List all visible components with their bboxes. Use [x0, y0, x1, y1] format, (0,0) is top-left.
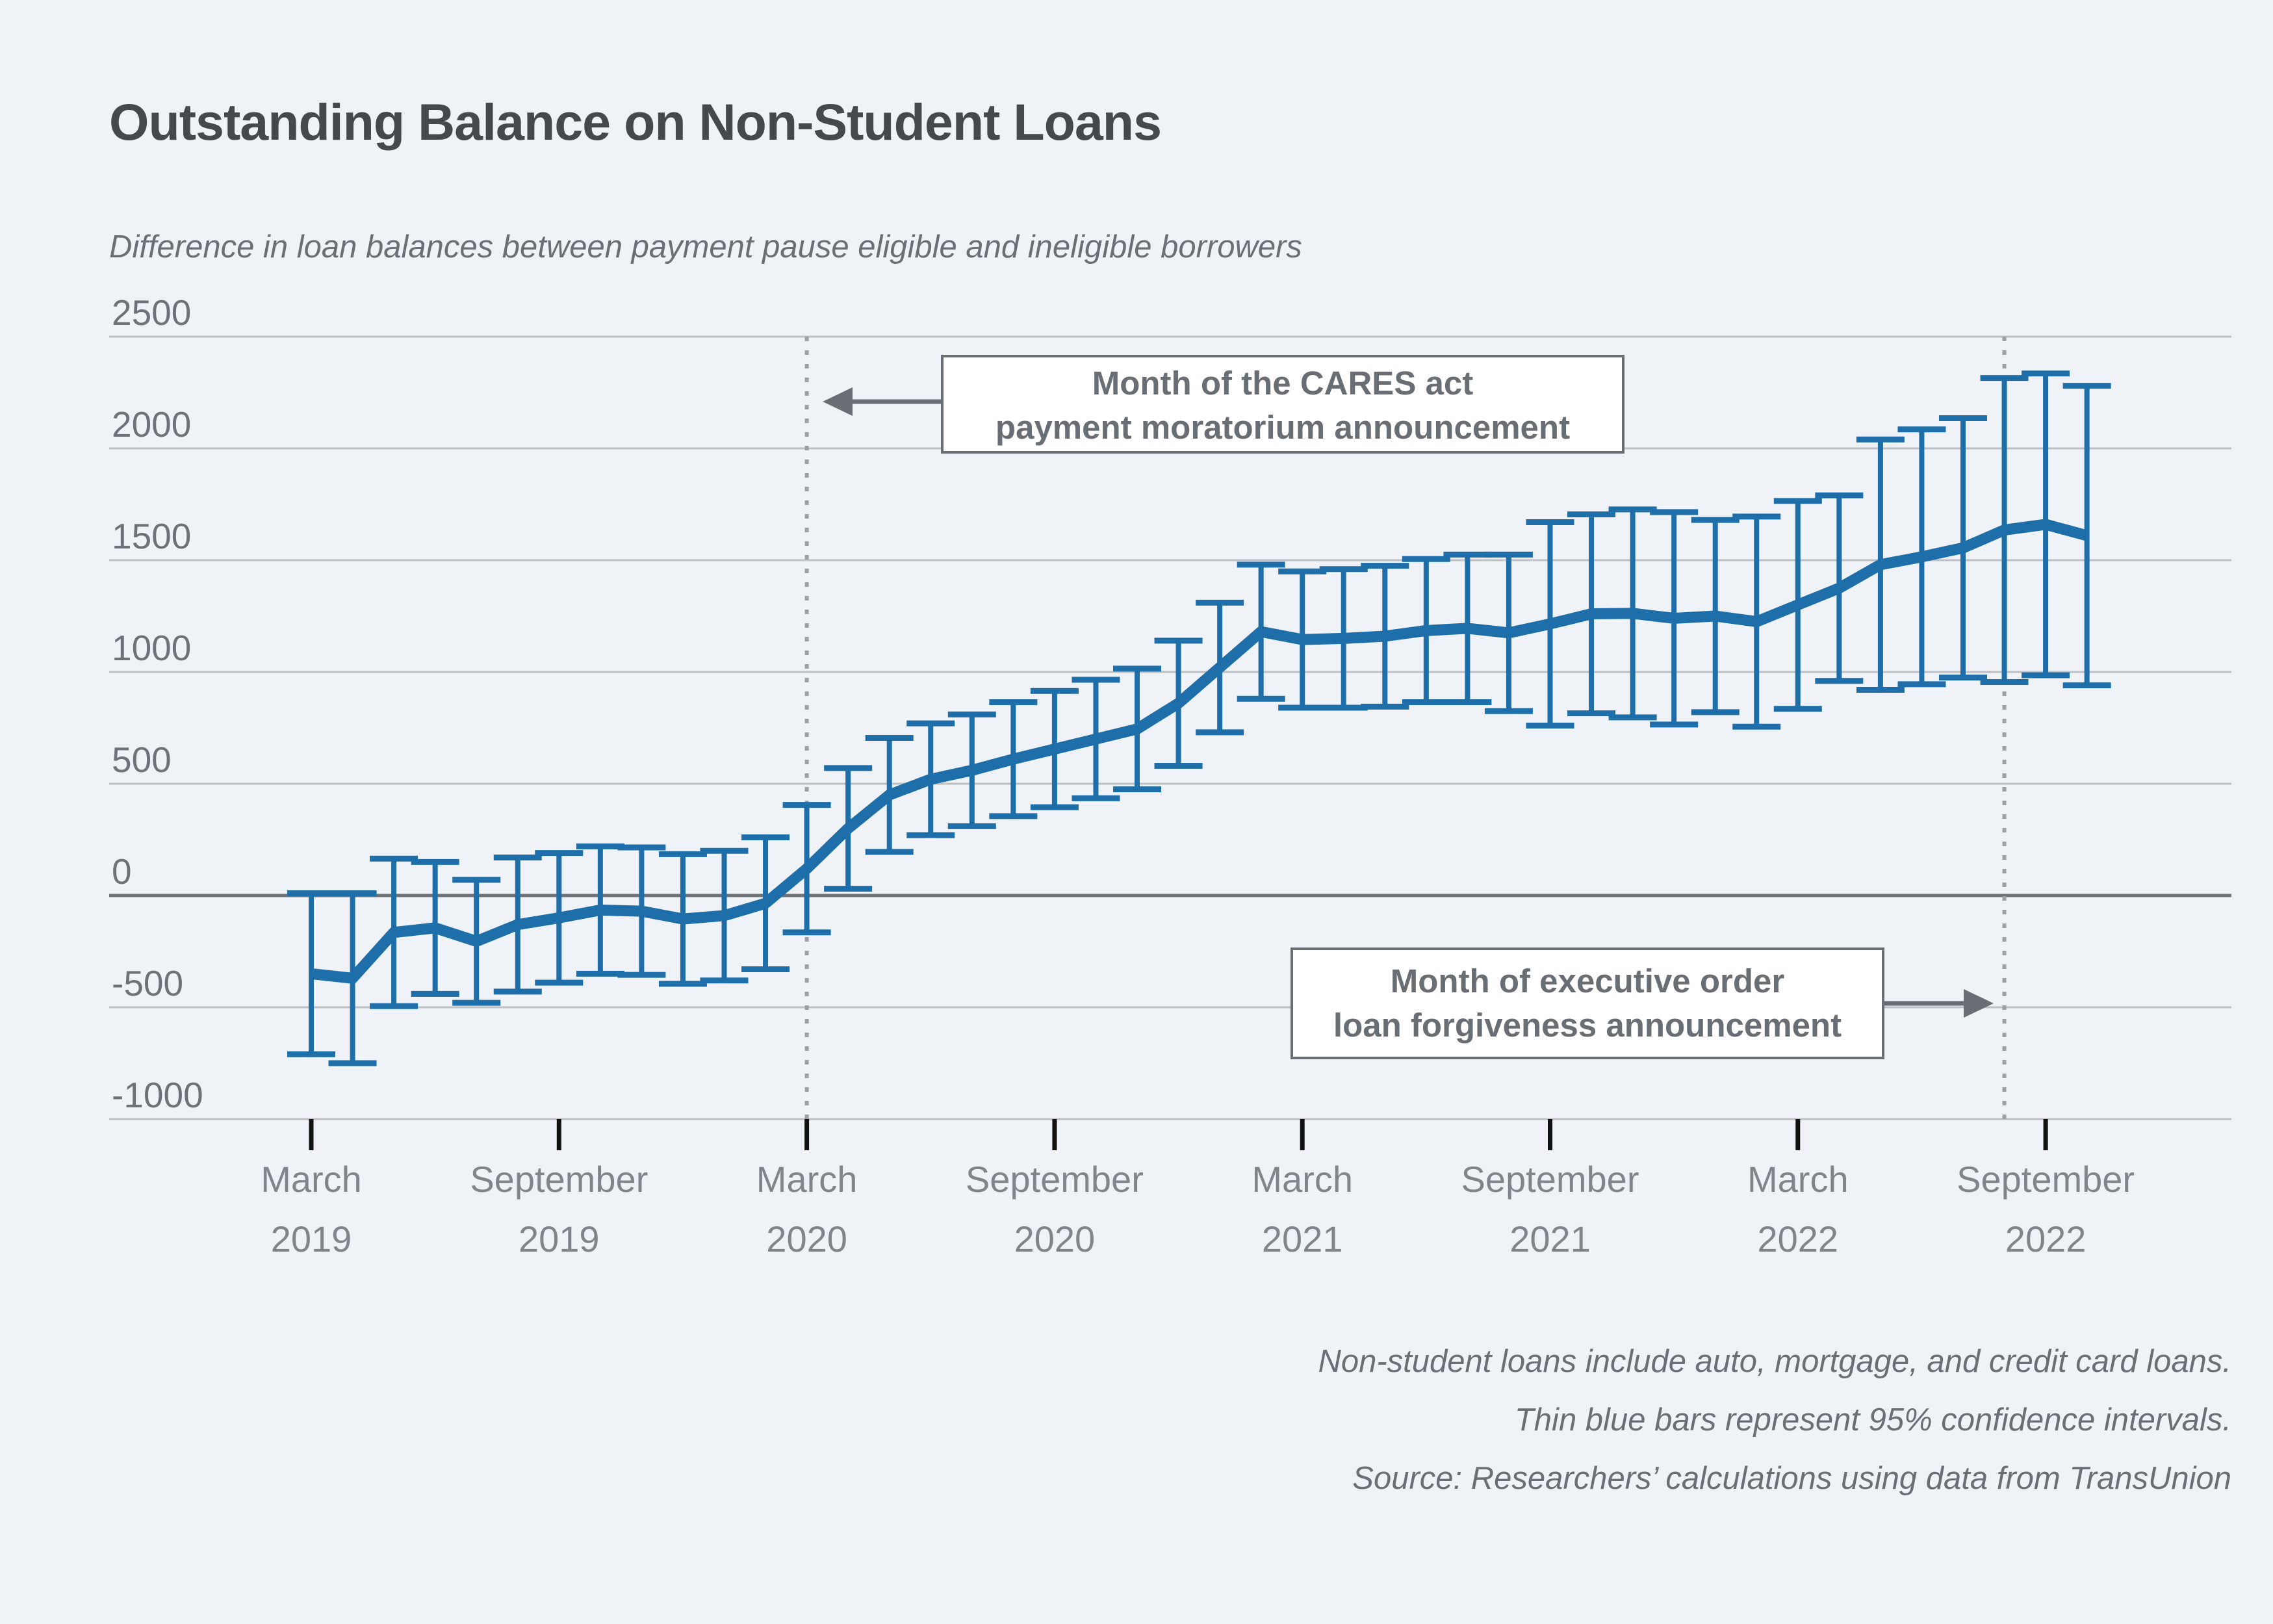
footnote-definition: Non-student loans include auto, mortgage, and credit card loans. — [1318, 1344, 2231, 1379]
page-title: Outstanding Balance on Non-Student Loans — [109, 93, 1161, 151]
executive-order-annotation-box — [1291, 947, 1884, 1059]
x-tick-label-month: September — [470, 1159, 649, 1200]
cares-arrow-head — [823, 387, 853, 416]
y-tick-label: -1000 — [112, 1075, 203, 1115]
x-tick-label-year: 2019 — [519, 1218, 600, 1259]
exec-annotation-line2: loan forgiveness announcement — [1333, 1007, 1842, 1044]
x-tick-label-month: March — [1747, 1159, 1849, 1200]
x-tick-label-month: March — [261, 1159, 362, 1200]
x-tick-label-year: 2020 — [1014, 1218, 1096, 1259]
exec-arrow-head — [1964, 989, 1994, 1018]
y-tick-label: 500 — [112, 740, 172, 780]
balance-line — [311, 524, 2087, 978]
x-tick-label-month: September — [1461, 1159, 1639, 1200]
y-tick-label: -500 — [112, 963, 184, 1003]
cares-act-annotation-box — [941, 355, 1624, 454]
x-tick-label-year: 2021 — [1261, 1218, 1343, 1259]
x-tick-label-year: 2022 — [2005, 1218, 2087, 1259]
exec-annotation-line1: Month of executive order — [1390, 962, 1785, 999]
y-tick-label: 1000 — [112, 628, 192, 668]
footnotes — [997, 1332, 2231, 1508]
x-tick-label-year: 2019 — [270, 1218, 352, 1259]
cares-annotation-line1: Month of the CARES act — [1092, 365, 1474, 402]
x-tick-label-year: 2021 — [1509, 1218, 1591, 1259]
footnote-source: Source: Researchers’ calculations using data from TransUnion — [1352, 1461, 2231, 1496]
x-tick-label-month: March — [756, 1159, 858, 1200]
x-axis-ticks — [261, 1119, 2135, 1259]
x-tick-label-year: 2022 — [1757, 1218, 1839, 1259]
y-tick-label: 2000 — [112, 404, 192, 445]
x-tick-label-month: September — [965, 1159, 1144, 1200]
y-axis-labels — [112, 292, 203, 1115]
chart-subtitle: Difference in loan balances between payment pause eligible and ineligible borrowers — [109, 229, 1302, 264]
x-tick-label-month: March — [1252, 1159, 1353, 1200]
y-tick-label: 2500 — [112, 292, 192, 333]
x-tick-label-month: September — [1957, 1159, 2135, 1200]
cares-annotation-line2: payment moratorium announcement — [995, 409, 1571, 446]
footnote-ci: Thin blue bars represent 95% confidence intervals. — [1514, 1402, 2231, 1437]
x-tick-label-year: 2020 — [766, 1218, 847, 1259]
y-tick-label: 1500 — [112, 516, 192, 556]
y-tick-label: 0 — [112, 851, 132, 892]
